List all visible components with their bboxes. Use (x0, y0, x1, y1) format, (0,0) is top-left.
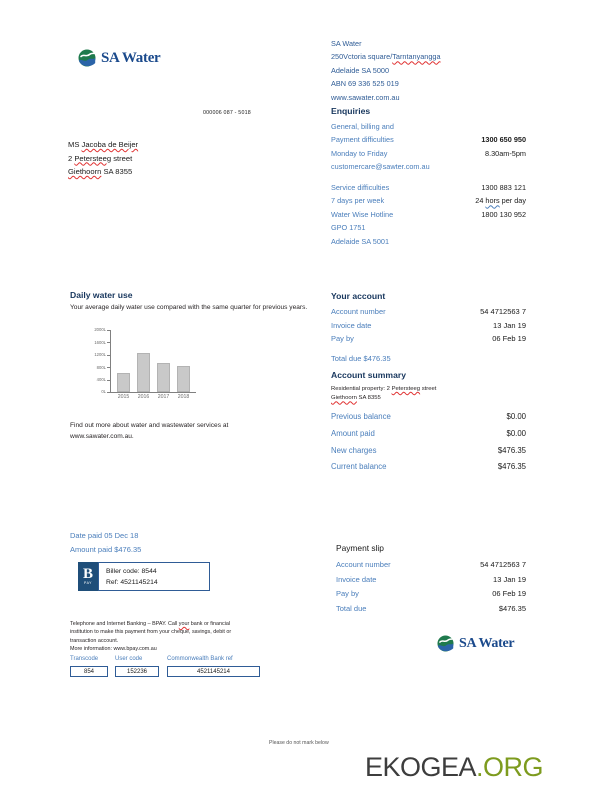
bank-ref-label: Commonwealth Bank ref (167, 656, 233, 662)
summary-row (331, 443, 526, 460)
summary-row-value: $0.00 (506, 428, 526, 438)
payment-slip-heading: Payment slip (336, 543, 384, 553)
enquiries-heading: Enquiries (331, 106, 371, 116)
chart-y-tick-label: 1200L (94, 352, 106, 358)
enquiry-label: General, billing and (331, 122, 394, 131)
enquiry-label: GPO 1751 (331, 223, 366, 233)
chart-y-tick (107, 392, 110, 393)
chart-x-tick-label: 2017 (157, 394, 170, 400)
chart-bar (157, 363, 170, 392)
bpay-biller-code: Biller code: 8544 (106, 568, 157, 575)
user-code-value-box: 152236 (115, 666, 159, 677)
payment-slip-label: Account number (336, 560, 391, 569)
chart-x-axis (110, 392, 196, 393)
payment-slip-row (336, 573, 526, 588)
chart-y-tick-label: 1600L (94, 339, 106, 345)
enquiry-label: Adelaide SA 5001 (331, 236, 390, 246)
enquiry-row (331, 133, 526, 146)
amount-paid: Amount paid $476.35 (70, 544, 142, 554)
payment-slip-label: Total due (336, 603, 367, 613)
ekogea-watermark (365, 752, 543, 783)
chart-x-tick-label: 2018 (177, 394, 190, 400)
transcode-label: Transcode (70, 656, 99, 662)
summary-row (331, 459, 526, 476)
summary-row (331, 409, 526, 426)
enquiry-value: 24 hors per day (475, 196, 526, 206)
account-row-value: 54 4712563 7 (480, 307, 526, 316)
bpay-block (78, 562, 210, 591)
chart-bar (117, 373, 130, 392)
chart-y-tick (107, 367, 110, 368)
account-row-value: 06 Feb 19 (492, 334, 526, 344)
daily-water-use-description: Your average daily water use compared with the same quarter for previous years. (70, 304, 308, 311)
chart-y-tick-label: 400L (96, 377, 106, 382)
sa-water-logo-text: SA Water (459, 635, 515, 651)
payment-slip-rows (336, 558, 526, 616)
chart-y-axis (110, 330, 111, 392)
summary-row-value: $476.35 (497, 445, 526, 455)
customer-care-email[interactable]: customercare@sawter.com.au (331, 162, 430, 172)
payment-slip-label: Pay by (336, 589, 359, 599)
chart-y-tick-label: 2000L (94, 327, 106, 333)
do-not-mark-notice: Please do not mark below (269, 740, 329, 746)
enquiry-label: 7 days per week (331, 196, 385, 206)
enquiry-row (331, 120, 526, 133)
watermark-secondary: .ORG (476, 752, 544, 782)
enquiry-label: Monday to Friday (331, 148, 388, 158)
enquiry-row (331, 160, 526, 173)
company-abn: ABN 69 336 525 019 (331, 79, 399, 89)
payment-slip-value: $476.35 (498, 603, 526, 613)
enquiry-label: Water Wise Hotline (331, 209, 394, 219)
bpay-fineprint-line-2: institution to make this payment from your cheque, savings, debit or (70, 629, 232, 636)
your-account-rows (331, 305, 526, 346)
water-use-footer-link[interactable]: www.sawater.com.au. (70, 432, 134, 440)
enquiry-value: 8.30am-5pm (485, 148, 526, 158)
enquiry-row (331, 208, 526, 221)
daily-water-use-heading: Daily water use (70, 290, 133, 300)
bpay-logo-letter: B (82, 566, 93, 583)
summary-row-label: Amount paid (331, 428, 375, 438)
bpay-details-box (98, 562, 210, 591)
sa-water-logo-text: SA Water (101, 49, 161, 66)
chart-y-tick (107, 355, 110, 356)
water-use-footer (70, 421, 228, 442)
date-paid: Date paid 05 Dec 18 (70, 531, 139, 540)
customer-address-line-1: 2 Petersteeg street (68, 153, 133, 163)
enquiry-value: 1800 130 952 (481, 209, 526, 219)
payment-slip-row (336, 602, 526, 617)
account-row-label: Pay by (331, 334, 354, 344)
summary-row (331, 426, 526, 443)
account-summary-heading: Account summary (331, 370, 406, 380)
customer-address-line-2: Giethoorn SA 8355 (68, 167, 133, 176)
summary-row-label: Current balance (331, 462, 387, 472)
customer-reference-line: 000006 087 - 5018 (203, 110, 251, 116)
chart-bar (177, 366, 190, 392)
customer-name: MS Jacoba de Beijer (68, 140, 139, 149)
sa-water-droplet-icon (437, 635, 454, 652)
sa-water-logo-footer (437, 635, 514, 652)
company-address-line-2: Adelaide SA 5000 (331, 65, 390, 75)
payment-slip-value: 13 Jan 19 (493, 574, 526, 584)
enquiry-value: 1300 650 950 (481, 135, 526, 145)
summary-row-label: New charges (331, 445, 377, 455)
enquiries-secondary-list (331, 181, 526, 248)
chart-y-tick-label: 0L (101, 389, 106, 395)
payment-slip-row (336, 558, 526, 573)
payment-slip-label: Invoice date (336, 574, 377, 584)
chart-y-tick (107, 380, 110, 381)
account-row-label: Invoice date (331, 320, 372, 330)
total-due-summary: Total due $476.35 (331, 354, 391, 363)
account-row (331, 305, 526, 319)
bpay-fineprint (70, 620, 305, 654)
your-account-heading: Your account (331, 291, 386, 301)
summary-row-value: $0.00 (506, 412, 526, 421)
bank-ref-value-box: 4521145214 (167, 666, 260, 677)
property-line-2: Giethoorn SA 8355 (331, 395, 381, 402)
enquiry-row (331, 235, 526, 248)
enquiry-row (331, 194, 526, 207)
bpay-reference: Ref: 4521145214 (106, 579, 158, 586)
summary-row-value: $476.35 (497, 462, 526, 472)
daily-water-use-chart (88, 328, 198, 400)
enquiries-primary-list (331, 120, 526, 174)
company-website-link[interactable]: www.sawater.com.au (331, 92, 400, 102)
chart-y-tick (107, 330, 110, 331)
chart-x-tick-label: 2016 (137, 394, 150, 400)
payment-slip-value: 54 4712563 7 (480, 560, 526, 569)
account-row (331, 332, 526, 346)
payment-slip-row (336, 587, 526, 602)
enquiry-label: Service difficulties (331, 183, 390, 192)
chart-x-tick-label: 2015 (117, 394, 130, 400)
chart-y-tick-label: 800L (96, 364, 106, 370)
property-line-1: Residential property: 2 Petersteeg street (331, 386, 437, 392)
chart-y-tick (107, 342, 110, 343)
sa-water-droplet-icon (78, 49, 96, 67)
watermark-primary: EKOGEA (365, 752, 477, 782)
account-row-value: 13 Jan 19 (493, 320, 526, 330)
bpay-fineprint-line-1: Telephone and Internet Banking – BPAY. Call your bank or financial (70, 621, 231, 627)
company-address-line-1: 250Vctoria square/Tarntanyangga (331, 52, 441, 62)
water-use-footer-line-1: Find out more about water and wastewater services at (70, 422, 229, 429)
enquiry-row (331, 147, 526, 160)
enquiry-label: Payment difficulties (331, 135, 394, 145)
enquiry-row (331, 221, 526, 234)
bpay-fineprint-line-4[interactable]: More information: www.bpay.com.au (70, 646, 157, 653)
company-name: SA Water (331, 39, 362, 48)
bpay-fineprint-line-3: transaction account. (70, 637, 119, 644)
bpay-logo-sublabel: PAY (84, 581, 92, 586)
user-code-label: User code (115, 656, 143, 662)
account-summary-rows (331, 409, 526, 476)
payment-history-block (70, 529, 141, 556)
account-summary-property (331, 385, 436, 404)
account-row (331, 319, 526, 333)
account-row-label: Account number (331, 307, 386, 316)
payment-slip-value: 06 Feb 19 (492, 589, 526, 599)
enquiry-row (331, 181, 526, 194)
chart-bar (137, 353, 150, 392)
transcode-value-box: 854 (70, 666, 108, 677)
customer-address-block (68, 138, 138, 179)
sa-water-logo-header (78, 49, 160, 67)
company-details-block (331, 37, 441, 104)
enquiry-value: 1300 883 121 (481, 183, 526, 192)
summary-row-label: Previous balance (331, 412, 391, 421)
bpay-logo-icon (78, 562, 98, 591)
